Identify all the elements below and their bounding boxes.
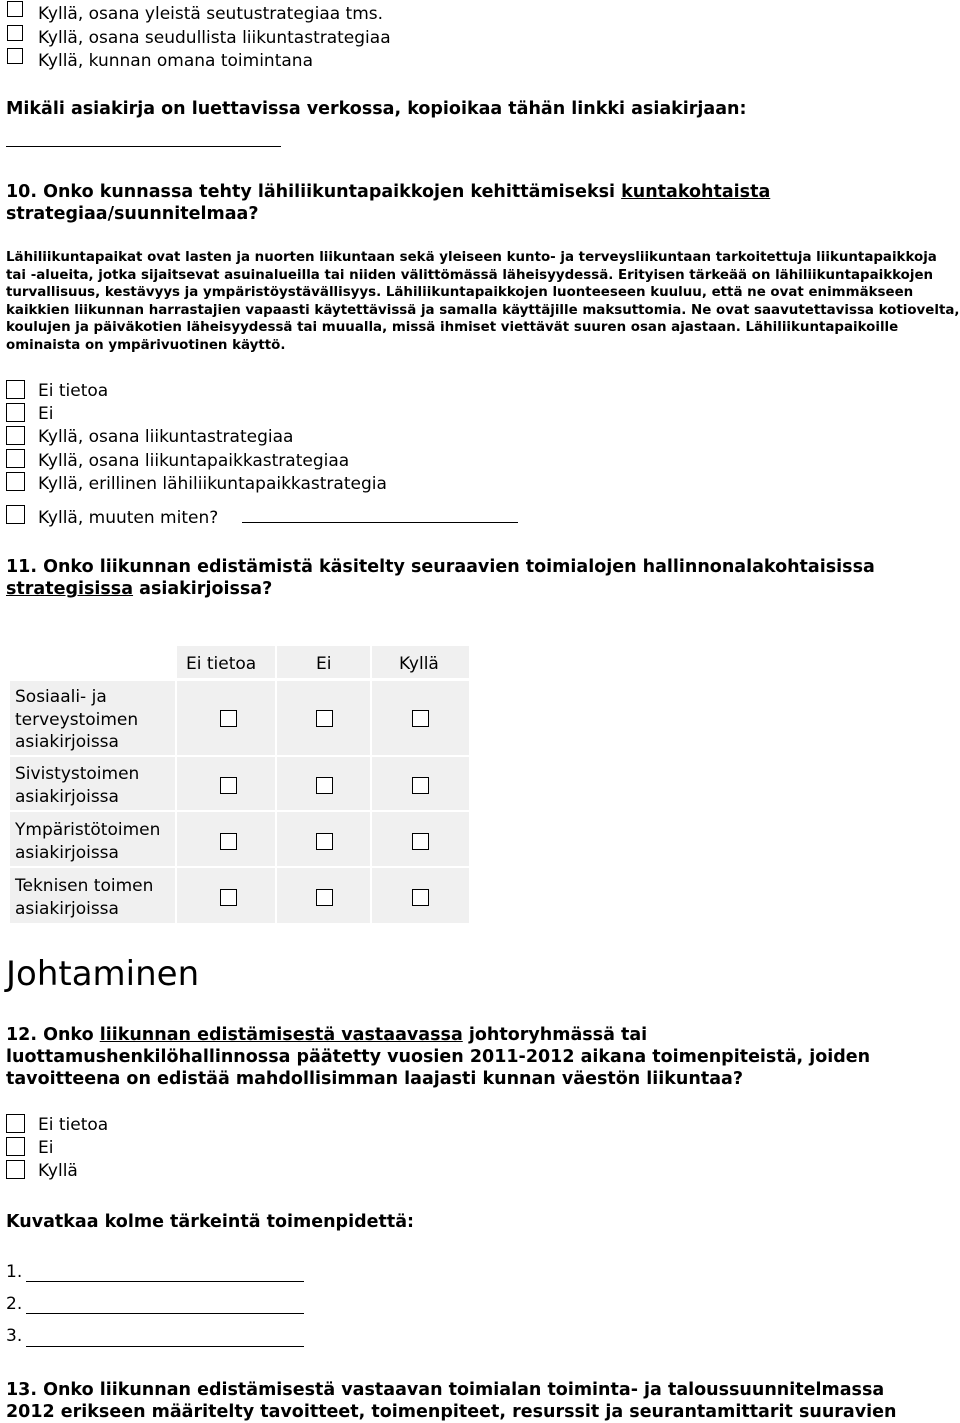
- checkbox-sosiaali-ei[interactable]: [316, 710, 333, 727]
- column-header-ei-tietoa: Ei tietoa: [186, 654, 257, 674]
- muuten-answer-line[interactable]: [242, 522, 518, 523]
- question-11: [6, 556, 936, 600]
- row-label-line: Sivistystoimen: [15, 764, 140, 784]
- checkbox-sosiaali-kylla[interactable]: [412, 710, 429, 727]
- checkbox-tekninen-kylla[interactable]: [412, 889, 429, 906]
- checkbox-q10-liikuntapaikkastrategia[interactable]: [6, 449, 25, 468]
- checkbox-sivistys-ei-tietoa[interactable]: [220, 777, 237, 794]
- question-13-line: 2012 erikseen määritelty tavoitteet, toimenpiteet, resurssit ja seurantamittarit suuravien: [6, 1402, 897, 1422]
- checkbox-q10-muuten[interactable]: [6, 505, 25, 524]
- question-10-text: 10. Onko kunnassa tehty lähiliikuntapaikkojen kehittämiseksi: [6, 182, 622, 202]
- checkbox-q12-ei[interactable]: [6, 1137, 25, 1156]
- option-label: Ei: [38, 404, 54, 424]
- column-header-ei: Ei: [316, 654, 332, 674]
- option-label: Kyllä, erillinen lähiliikuntapaikkastrategia: [38, 474, 387, 494]
- measure-number: 2.: [6, 1294, 23, 1314]
- question-10-underlined: kuntakohtaista: [621, 182, 771, 202]
- option-label: Ei tietoa: [38, 1115, 109, 1135]
- question-13-line: 13. Onko liikunnan edistämisestä vastaavan toimialan toiminta- ja taloussuunnitelmassa: [6, 1380, 885, 1400]
- row-label-line: terveystoimen: [15, 709, 139, 730]
- checkbox-q10-erillinen[interactable]: [6, 472, 25, 491]
- checkbox-ymparisto-ei-tietoa[interactable]: [220, 833, 237, 850]
- table-row-label: [15, 763, 139, 808]
- checkbox-q10-ei-tietoa[interactable]: [6, 380, 25, 399]
- link-answer-line[interactable]: [6, 146, 281, 147]
- table-row-label: [15, 875, 153, 920]
- checkbox-sivistys-ei[interactable]: [316, 777, 333, 794]
- column-header-kylla: Kyllä: [399, 654, 439, 674]
- measure-answer-line-3[interactable]: [26, 1346, 304, 1347]
- option-label: Kyllä, osana liikuntastrategiaa: [38, 427, 294, 447]
- question-11-text: 11. Onko liikunnan edistämistä käsitelty seuraavien toimialojen hallinnonalakohtaisissa: [6, 557, 875, 577]
- option-label: Kyllä, muuten miten?: [38, 508, 219, 528]
- row-label-line: asiakirjoissa: [15, 842, 119, 863]
- checkbox-q12-kylla[interactable]: [6, 1160, 25, 1179]
- row-label-line: asiakirjoissa: [15, 898, 119, 919]
- row-label-line: Ympäristötoimen: [15, 820, 161, 840]
- checkbox-q12-ei-tietoa[interactable]: [6, 1114, 25, 1133]
- option-label: Kyllä, osana seudullista liikuntastrategiaa: [38, 28, 391, 48]
- checkbox-kunnan-oma-toiminta[interactable]: [7, 48, 23, 64]
- measure-number: 1.: [6, 1262, 23, 1282]
- row-label-line: Sosiaali- ja: [15, 687, 107, 707]
- checkbox-q10-liikuntastrategia[interactable]: [6, 426, 25, 445]
- table-row-label: [15, 819, 160, 864]
- checkbox-seudullinen-liikuntastrategia[interactable]: [7, 25, 23, 41]
- checkbox-ymparisto-ei[interactable]: [316, 833, 333, 850]
- option-label: Kyllä, osana liikuntapaikkastrategiaa: [38, 451, 350, 471]
- checkbox-sivistys-kylla[interactable]: [412, 777, 429, 794]
- checkbox-yleinen-seutustrategia[interactable]: [7, 1, 23, 17]
- checkbox-sosiaali-ei-tietoa[interactable]: [220, 710, 237, 727]
- question-12-underlined: liikunnan edistämisestä vastaavassa: [99, 1025, 463, 1045]
- checkbox-tekninen-ei[interactable]: [316, 889, 333, 906]
- checkbox-ymparisto-kylla[interactable]: [412, 833, 429, 850]
- option-label: Ei tietoa: [38, 381, 109, 401]
- option-label: Kyllä, osana yleistä seutustrategiaa tms.: [38, 4, 384, 24]
- row-label-line: asiakirjoissa: [15, 786, 119, 807]
- measure-answer-line-2[interactable]: [26, 1313, 304, 1314]
- question-11-text-end: asiakirjoissa?: [133, 579, 273, 599]
- option-label: Kyllä: [38, 1161, 78, 1181]
- question-13: [6, 1379, 936, 1423]
- question-12-text-end: johtoryhmässä tai luottamushenkilöhallinnossa päätetty vuosien 2011-2012 aikana toimenpiteistä, joiden tavoitteena on edistää mahdollisimman laajasti kunnan väestön liikuntaa?: [6, 1025, 871, 1089]
- question-12-text: 12. Onko: [6, 1025, 100, 1045]
- question-11-underlined: strategisissa: [6, 579, 134, 599]
- table-row-label: [15, 686, 138, 754]
- option-label: Ei: [38, 1138, 54, 1158]
- measures-prompt: Kuvatkaa kolme tärkeintä toimenpidettä:: [6, 1212, 415, 1232]
- section-heading: Johtaminen: [6, 954, 200, 994]
- measure-answer-line-1[interactable]: [26, 1281, 304, 1282]
- measure-number: 3.: [6, 1326, 23, 1346]
- row-label-line: Teknisen toimen: [15, 876, 154, 896]
- row-label-line: asiakirjoissa: [15, 732, 119, 752]
- question-12: [6, 1024, 936, 1090]
- checkbox-q10-ei[interactable]: [6, 403, 25, 422]
- question-10-text-end: strategiaa/suunnitelmaa?: [6, 204, 259, 224]
- question-10: [6, 181, 936, 225]
- option-label: Kyllä, kunnan omana toimintana: [38, 51, 313, 71]
- question-10-explanation: Lähiliikuntapaikat ovat lasten ja nuorten liikuntaan sekä yleiseen kunto- ja terveysliikuntaan tarkoitettuja liikuntapaikkoja tai -alueita, jotka sijaitsevat asuinalueilla tai niiden välittömässä läheisyydessä. Erityisen tärkeää on lähiliikuntapaikkojen turvallisuus, kestävyys ja ympäristöystävällisyys. Lähiliikuntapaikkojen luonteeseen kuuluu, että ne ovat enimmäkseen kaikkien liikunnan harrastajien vapaasti käytettävissä ja samalla käyttäjille maksuttomia. Ne ovat saavutettavissa kotiovelta, koulujen ja päiväkotien läheisyydessä tai muualla, missä ihmiset viettävät suuren osan ajastaan. Lähiliikuntapaikoille ominaista on ympärivuotinen käyttö.: [6, 250, 960, 353]
- link-prompt: Mikäli asiakirja on luettavissa verkossa, kopioikaa tähän linkki asiakirjaan:: [6, 99, 747, 119]
- checkbox-tekninen-ei-tietoa[interactable]: [220, 889, 237, 906]
